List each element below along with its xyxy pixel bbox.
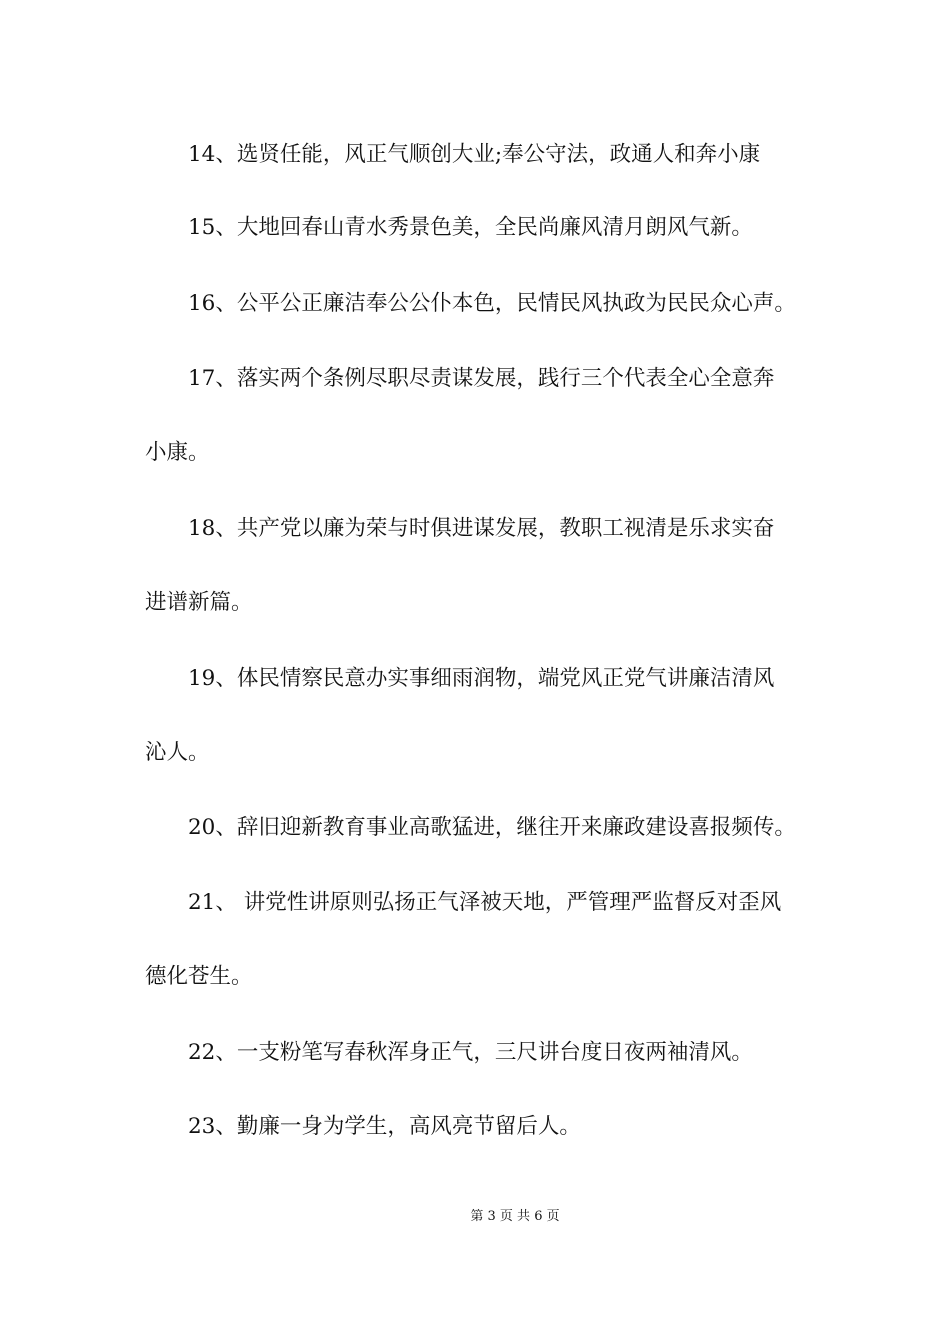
- text-line-20: 20、辞旧迎新教育事业高歌猛进，继往开来廉政建设喜报频传。: [188, 815, 796, 840]
- text-line-23: 23、勤廉一身为学生，高风亮节留后人。: [188, 1114, 581, 1139]
- page-number-footer: 第 3 页 共 6 页: [470, 1209, 560, 1224]
- text-line-17: 17、落实两个条例尽职尽责谋发展，践行三个代表全心全意奔: [188, 366, 775, 391]
- text-line-17-cont: 小康。: [145, 440, 210, 465]
- text-line-18: 18、共产党以廉为荣与时俱进谋发展，教职工视清是乐求实奋: [188, 516, 775, 541]
- text-line-18-cont: 进谱新篇。: [145, 590, 253, 615]
- text-line-15: 15、大地回春山青水秀景色美，全民尚廉风清月朗风气新。: [188, 215, 753, 240]
- text-line-21: 21、 讲党性讲原则弘扬正气泽被天地，严管理严监督反对歪风: [188, 890, 782, 915]
- text-line-19: 19、体民情察民意办实事细雨润物，端党风正党气讲廉洁清风: [188, 666, 775, 691]
- text-line-14: 14、选贤任能，风正气顺创大业;奉公守法，政通人和奔小康: [188, 142, 761, 167]
- text-line-16: 16、公平公正廉洁奉公公仆本色，民情民风执政为民民众心声。: [188, 291, 796, 316]
- text-line-21-cont: 德化苍生。: [145, 964, 253, 989]
- text-line-19-cont: 沁人。: [145, 740, 210, 765]
- text-line-22: 22、一支粉笔写春秋浑身正气，三尺讲台度日夜两袖清风。: [188, 1040, 753, 1065]
